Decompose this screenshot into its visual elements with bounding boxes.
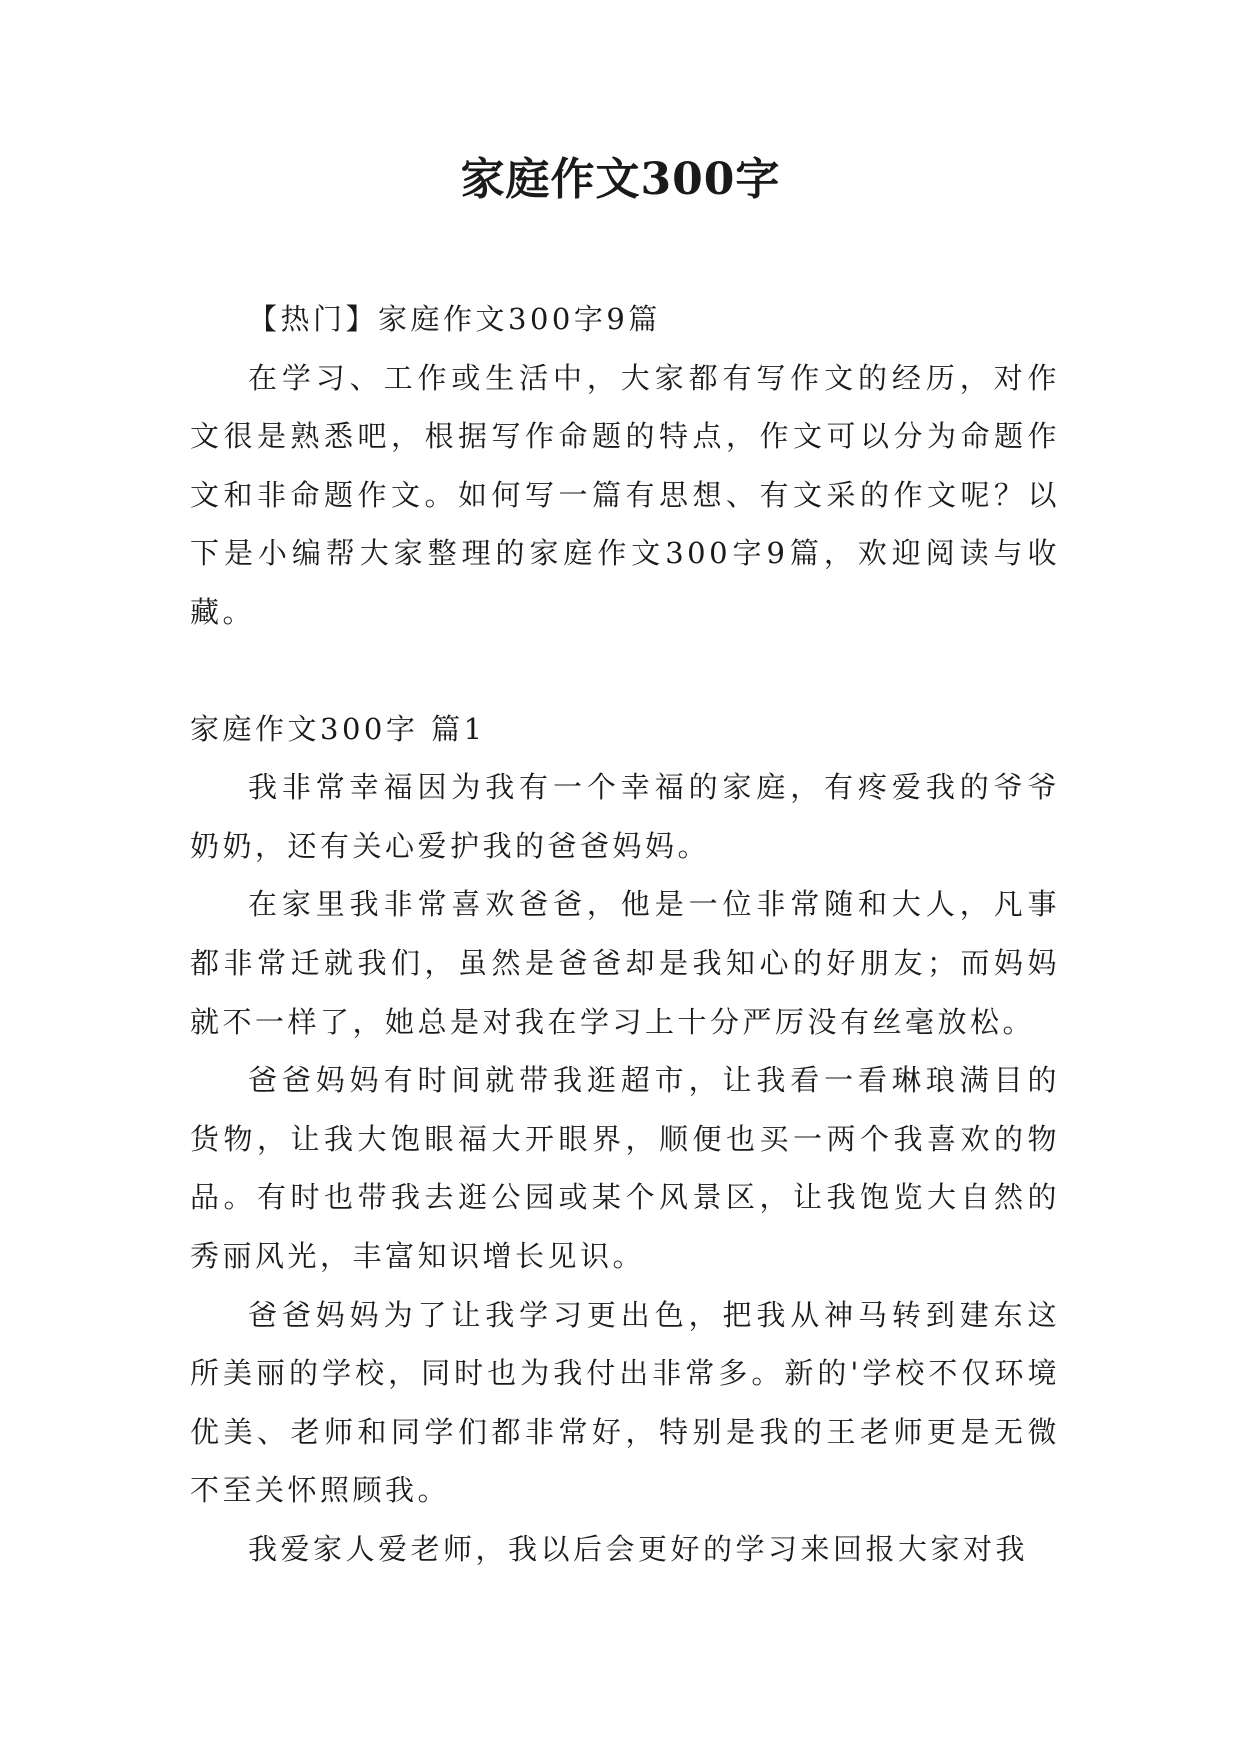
section-heading: 家庭作文300字 篇1	[190, 711, 486, 746]
body-paragraph-4: 爸爸妈妈为了让我学习更出色，把我从神马转到建东这所美丽的学校，同时也为我付出非常多。新的'学校不仅环境优美、老师和同学们都非常好，特别是我的王老师更是无微不至关怀照顾我。	[190, 1297, 1060, 1508]
body-paragraph-2: 在家里我非常喜欢爸爸，他是一位非常随和大人，凡事都非常迁就我们，虽然是爸爸却是我知心的好朋友；而妈妈就不一样了，她总是对我在学习上十分严厉没有丝毫放松。	[190, 887, 1060, 1039]
document-title: 家庭作文300字	[460, 154, 781, 205]
document-body	[190, 290, 1060, 1578]
body-paragraph-3: 爸爸妈妈有时间就带我逛超市，让我看一看琳琅满目的货物，让我大饱眼福大开眼界，顺便也买一两个我喜欢的物品。有时也带我去逛公园或某个风景区，让我饱览大自然的秀丽风光，丰富知识增长见识。	[190, 1063, 1060, 1273]
body-paragraph-1: 我非常幸福因为我有一个幸福的家庭，有疼爱我的爷爷奶奶，还有关心爱护我的爸爸妈妈。	[190, 770, 1060, 863]
intro-paragraph: 在学习、工作或生活中，大家都有写作文的经历，对作文很是熟悉吧，根据写作命题的特点，作文可以分为命题作文和非命题作文。如何写一篇有思想、有文采的作文呢？以下是小编帮大家整理的家庭作文300字9篇，欢迎阅读与收藏。	[190, 360, 1060, 629]
section-spacer	[190, 642, 1060, 700]
body-paragraph-5: 我爱家人爱老师，我以后会更好的学习来回报大家对我	[248, 1531, 1029, 1566]
document-subtitle: 【热门】家庭作文300字9篇	[248, 302, 661, 336]
